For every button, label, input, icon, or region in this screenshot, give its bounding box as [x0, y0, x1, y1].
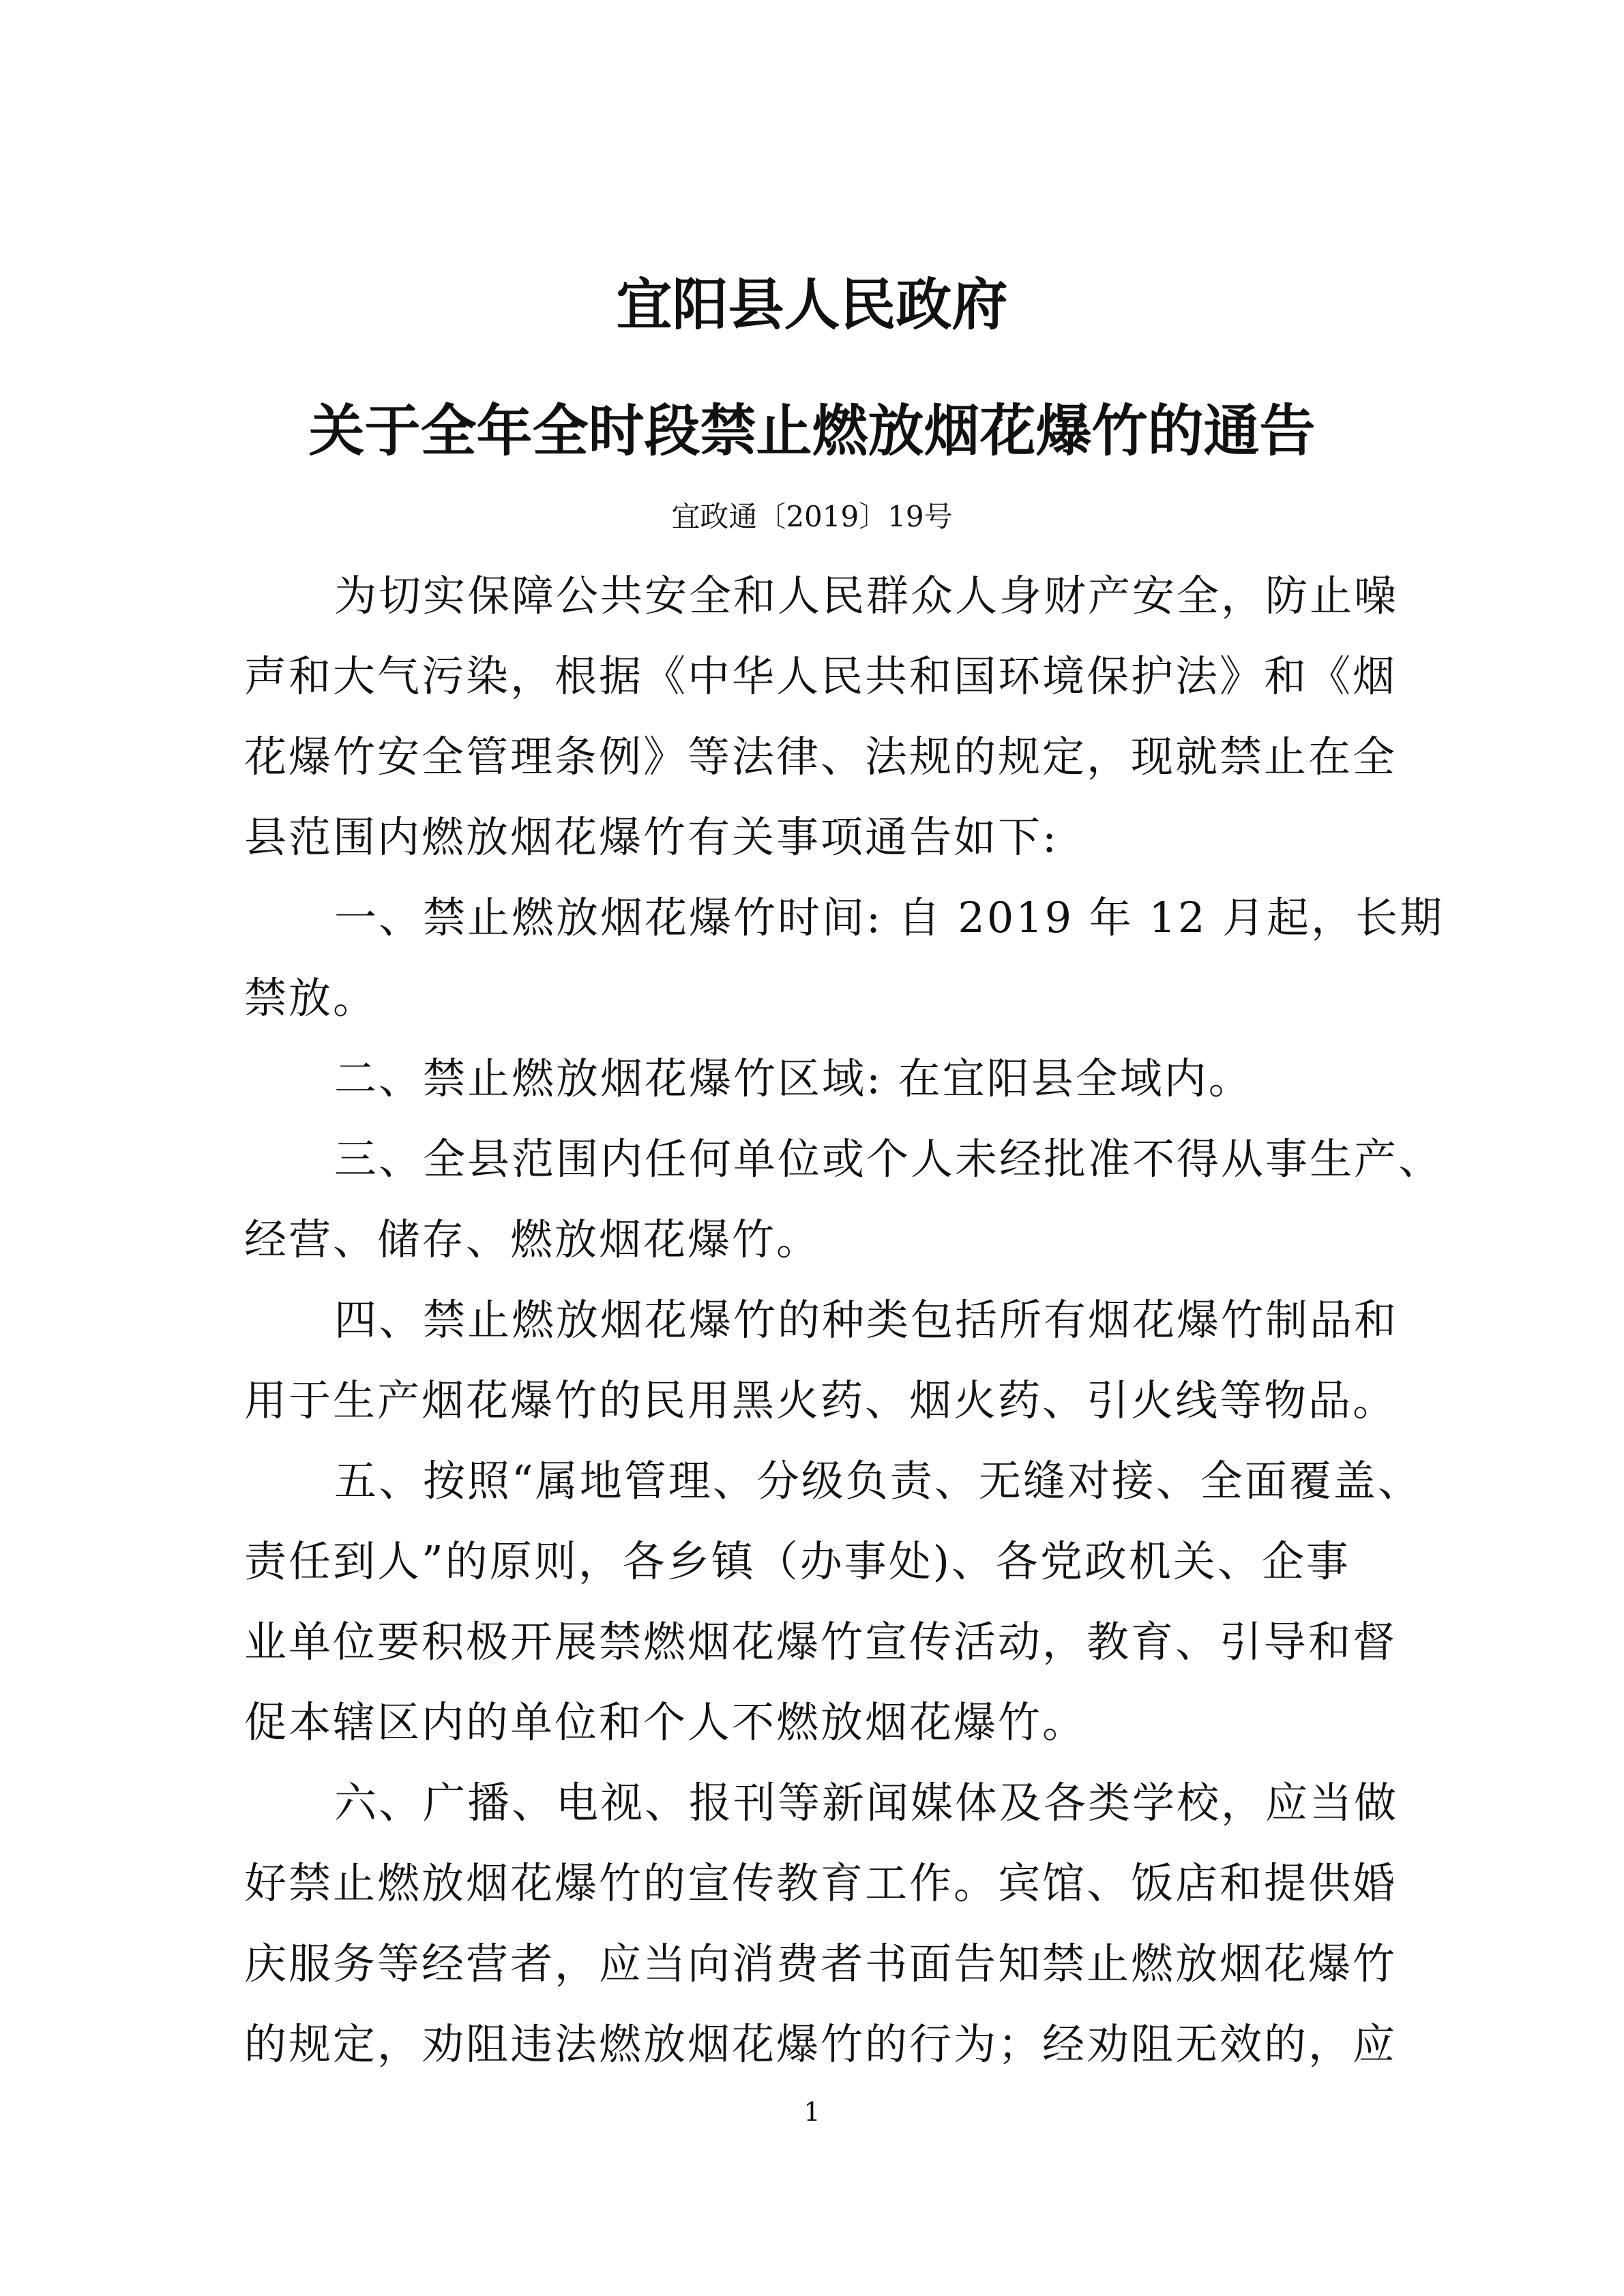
body-line: 二、禁止燃放烟花爆竹区域: 在宜阳县全域内。	[334, 1054, 1253, 1103]
body-line: 的规定，劝阻违法燃放烟花爆竹的行为；经劝阻无效的，应	[244, 2019, 1398, 2069]
body-line: 为切实保障公共安全和人民群众人身财产安全，防止噪	[334, 571, 1399, 621]
body-line: 花爆竹安全管理条例》等法律、法规的规定，现就禁止在全	[244, 732, 1398, 781]
document-number: 宜政通〔2019〕19号	[671, 500, 953, 533]
body-line: 促本辖区内的单位和个人不燃放烟花爆竹。	[244, 1697, 1087, 1747]
body-line: 六、广播、电视、报刊等新闻媒体及各类学校，应当做	[334, 1778, 1399, 1828]
body-line: 县范围内燃放烟花爆竹有关事项通告如下:	[244, 812, 1059, 862]
body-line: 责任到人”的原则，各乡镇（办事处)、各党政机关、企事	[244, 1536, 1350, 1586]
body-line: 声和大气污染，根据《中华人民共和国环境保护法》和《烟	[244, 651, 1398, 701]
body-line: 业单位要积极开展禁燃烟花爆竹宣传活动，教育、引导和督	[244, 1617, 1398, 1667]
document-title-issuer: 宜阳县人民政府	[616, 272, 1008, 338]
body-line: 禁放。	[244, 973, 378, 1023]
page-number: 1	[803, 2097, 821, 2127]
body-line: 四、禁止燃放烟花爆竹的种类包括所有烟花爆竹制品和	[334, 1295, 1399, 1345]
body-line: 庆服务等经营者，应当向消费者书面告知禁止燃放烟花爆竹	[244, 1939, 1398, 1988]
body-line: 用于生产烟花爆竹的民用黑火药、烟火药、引火线等物品。	[244, 1375, 1398, 1425]
body-line: 五、按照“属地管理、分级负责、无缝对接、全面覆盖、	[334, 1456, 1422, 1506]
body-line: 三、全县范围内任何单位或个人未经批准不得从事生产、	[334, 1134, 1443, 1184]
body-line: 一、禁止燃放烟花爆竹时间: 自 2019 年 12 月起，长期	[334, 893, 1445, 942]
body-line: 好禁止燃放烟花爆竹的宣传教育工作。宾馆、饭店和提供婚	[244, 1858, 1398, 1908]
document-title-subject: 关于全年全时段禁止燃放烟花爆竹的通告	[308, 398, 1316, 464]
body-line: 经营、储存、燃放烟花爆竹。	[244, 1214, 821, 1264]
